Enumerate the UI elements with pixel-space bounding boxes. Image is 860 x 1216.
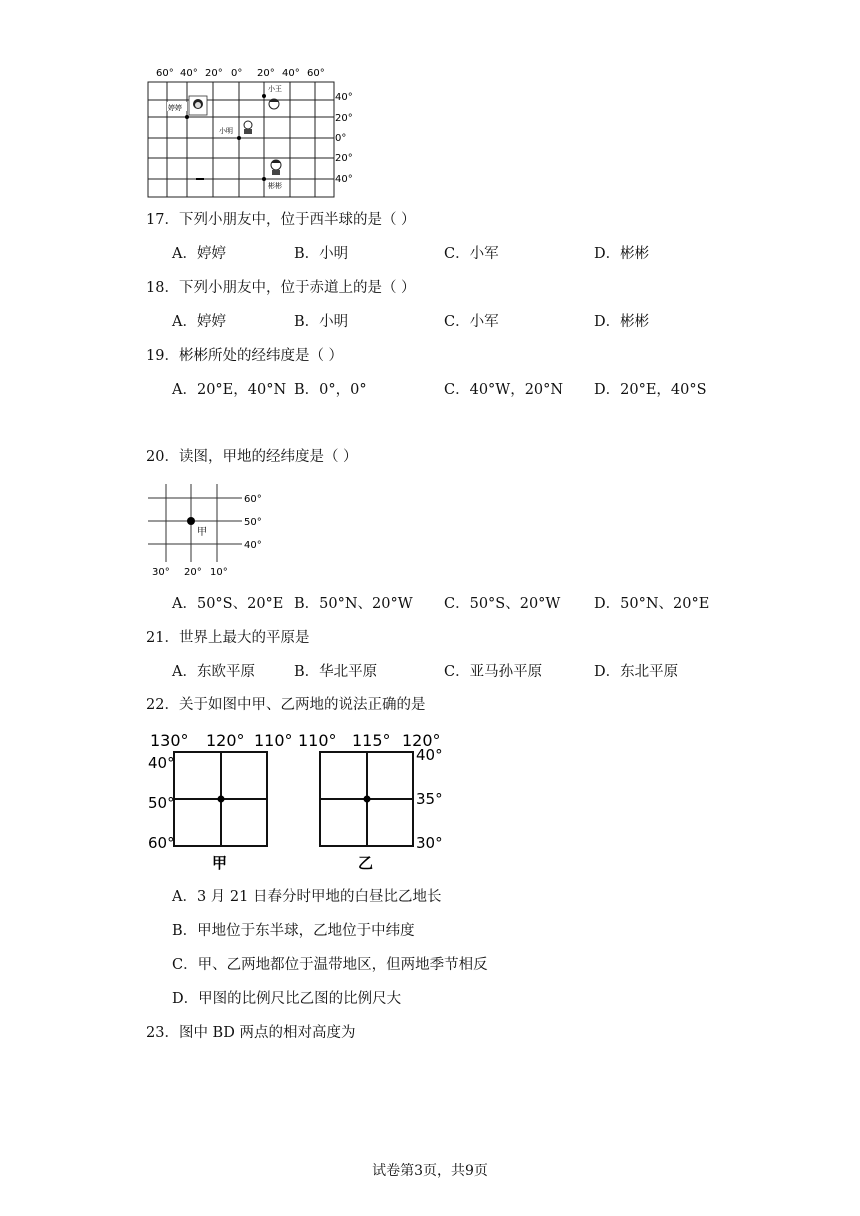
lon-label: 30° <box>152 567 170 578</box>
person-binbin <box>262 160 286 190</box>
lat-label: 60° <box>148 834 175 852</box>
lon-label: 20° <box>184 567 202 578</box>
question-17: 17．下列小朋友中，位于西半球的是（ ） <box>146 212 416 228</box>
q19-option-a[interactable]: A．20°E，40°N <box>172 382 287 398</box>
q21-option-d[interactable]: D．东北平原 <box>594 664 679 680</box>
lat-label: 40° <box>148 754 175 772</box>
q17-option-c[interactable]: C．小军 <box>444 246 499 262</box>
lat-label: 20° <box>335 113 353 124</box>
person-xiaowang <box>262 84 284 109</box>
person-label: 小王 <box>268 85 282 93</box>
lon-label: 115° <box>352 731 391 750</box>
lon-label: 20° <box>257 68 275 79</box>
q17-option-d[interactable]: D．彬彬 <box>594 246 650 262</box>
q21-option-c[interactable]: C．亚马孙平原 <box>444 664 543 680</box>
lat-label: 35° <box>416 790 443 808</box>
q22-option-d[interactable]: D．甲图的比例尺比乙图的比例尺大 <box>172 991 402 1007</box>
lon-label: 120° <box>402 731 441 750</box>
lat-label: 40° <box>335 174 353 185</box>
figure-caption: 甲 <box>212 854 228 872</box>
figure-lat-lon-grid-children <box>140 62 365 202</box>
lat-label: 50° <box>148 794 175 812</box>
lat-label: 40° <box>244 540 262 551</box>
q18-option-a[interactable]: A．婷婷 <box>172 314 226 330</box>
figure-q22-jia-yi <box>146 722 456 872</box>
q22-option-c[interactable]: C．甲、乙两地都位于温带地区，但两地季节相反 <box>172 957 488 973</box>
person-label: 小明 <box>219 127 233 135</box>
lat-label: 0° <box>335 133 347 144</box>
q18-option-d[interactable]: D．彬彬 <box>594 314 650 330</box>
lon-label: 10° <box>210 567 228 578</box>
question-19: 19．彬彬所处的经纬度是（ ） <box>146 348 344 364</box>
lat-label: 40° <box>335 92 353 103</box>
page-footer: 试卷第3页，共9页 <box>372 1163 488 1179</box>
lon-label: 20° <box>205 68 223 79</box>
lon-label: 40° <box>282 68 300 79</box>
q18-option-c[interactable]: C．小军 <box>444 314 499 330</box>
lon-label: 60° <box>156 68 174 79</box>
point-jia <box>187 517 195 525</box>
lon-label: 120° <box>206 731 245 750</box>
question-23: 23．图中 BD 两点的相对高度为 <box>146 1025 356 1041</box>
lat-label: 40° <box>416 746 443 764</box>
q21-option-a[interactable]: A．东欧平原 <box>172 664 255 680</box>
q20-option-c[interactable]: C．50°S、20°W <box>444 596 561 612</box>
q22-option-b[interactable]: B．甲地位于东半球，乙地位于中纬度 <box>172 923 415 939</box>
question-22: 22．关于如图中甲、乙两地的说法正确的是 <box>146 697 426 713</box>
q22-option-a[interactable]: A．3 月 21 日春分时甲地的白昼比乙地长 <box>172 889 442 905</box>
q20-option-d[interactable]: D．50°N、20°E <box>594 596 710 612</box>
lat-label: 20° <box>335 153 353 164</box>
q18-option-b[interactable]: B．小明 <box>294 314 349 330</box>
figure-caption: 乙 <box>358 854 374 872</box>
q21-option-b[interactable]: B．华北平原 <box>294 664 378 680</box>
question-21: 21．世界上最大的平原是 <box>146 630 310 646</box>
lon-label: 130° <box>150 731 189 750</box>
person-label: 彬彬 <box>268 182 282 190</box>
person-label: 婷婷 <box>168 104 182 112</box>
figure-q20-grid <box>144 480 284 580</box>
person-xiaoming <box>218 121 252 140</box>
q17-option-b[interactable]: B．小明 <box>294 246 349 262</box>
lon-label: 40° <box>180 68 198 79</box>
q19-option-d[interactable]: D．20°E，40°S <box>594 382 707 398</box>
q20-option-b[interactable]: B．50°N、20°W <box>294 596 413 612</box>
lon-label: 60° <box>307 68 325 79</box>
point-label: 甲 <box>197 527 207 538</box>
q20-option-a[interactable]: A．50°S、20°E <box>172 596 284 612</box>
question-20: 20．读图，甲地的经纬度是（ ） <box>146 449 358 465</box>
lon-label: 0° <box>231 68 243 79</box>
lon-label: 110° <box>298 731 337 750</box>
lat-label: 30° <box>416 834 443 852</box>
question-18: 18．下列小朋友中，位于赤道上的是（ ） <box>146 280 416 296</box>
lat-label: 60° <box>244 494 262 505</box>
lat-label: 50° <box>244 517 262 528</box>
q19-option-b[interactable]: B．0°，0° <box>294 382 367 398</box>
q19-option-c[interactable]: C．40°W，20°N <box>444 382 564 398</box>
lon-label: 110° <box>254 731 293 750</box>
q17-option-a[interactable]: A．婷婷 <box>172 246 226 262</box>
